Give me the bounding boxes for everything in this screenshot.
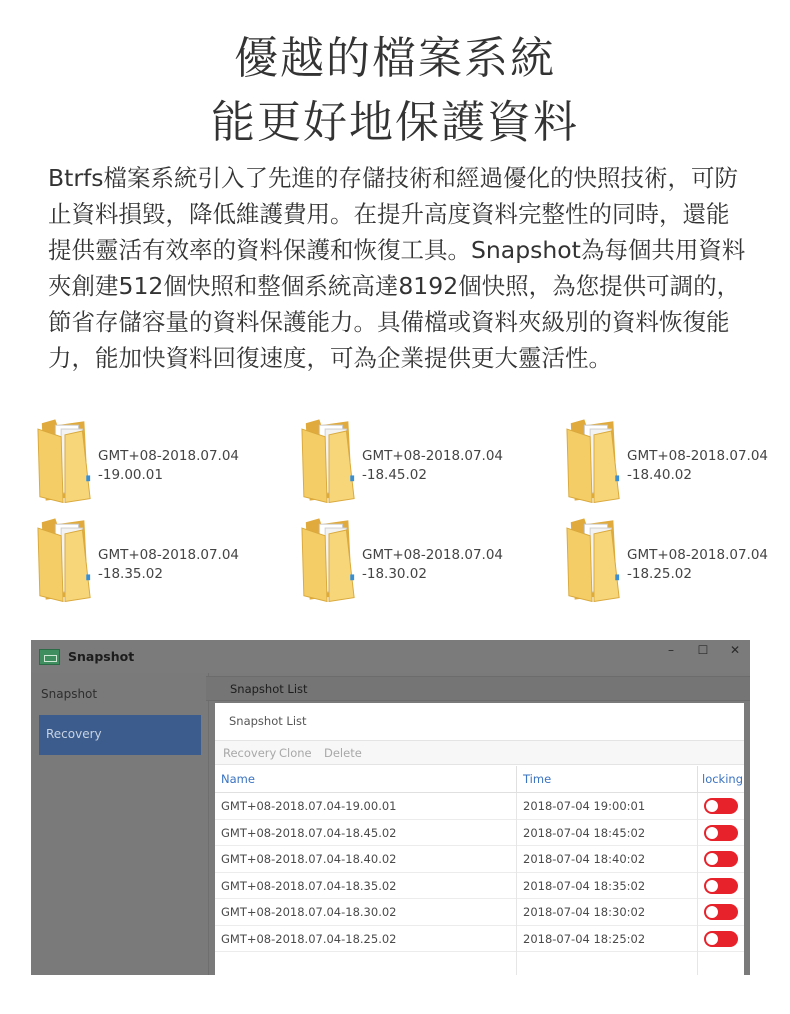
folder-label: GMT+08-2018.07.04 -18.40.02: [627, 448, 769, 483]
snapshot-name: GMT+08-2018.07.04-19.00.01: [215, 793, 517, 820]
lock-cell: [698, 873, 744, 900]
folder-icon: [36, 514, 94, 602]
lock-toggle[interactable]: [704, 851, 738, 867]
folder-icon: [565, 514, 623, 602]
folder-label: GMT+08-2018.07.04 -18.30.02: [362, 547, 504, 582]
snapshot-list-panel: [215, 703, 744, 975]
clone-button[interactable]: Clone: [279, 746, 312, 760]
toolbar: [215, 740, 744, 765]
snapshot-folder-5[interactable]: [300, 514, 560, 609]
snapshot-name: GMT+08-2018.07.04-18.45.02: [215, 820, 517, 847]
sidebar-item-snapshot[interactable]: Snapshot: [41, 687, 98, 701]
lock-toggle[interactable]: [704, 878, 738, 894]
headline-line-2: 能更好地保護資料: [211, 97, 579, 148]
folder-icon: [300, 514, 358, 602]
folder-icon: [36, 415, 94, 503]
lock-cell: [698, 899, 744, 926]
lock-toggle[interactable]: [704, 825, 738, 841]
table-row[interactable]: [215, 846, 744, 873]
table-row[interactable]: [215, 899, 744, 926]
lock-toggle[interactable]: [704, 904, 738, 920]
folder-label: GMT+08-2018.07.04 -18.45.02: [362, 448, 504, 483]
app-icon: [39, 649, 60, 665]
snapshot-time: 2018-07-04 18:35:02: [517, 873, 698, 900]
lock-cell: [698, 926, 744, 953]
column-divider: [516, 952, 517, 975]
headline-line-1: 優越的檔案系統: [234, 33, 556, 84]
panel-title: Snapshot List: [229, 714, 307, 728]
lock-cell: [698, 846, 744, 873]
snapshot-folder-4[interactable]: [36, 514, 296, 609]
column-header-name[interactable]: Name: [215, 766, 517, 793]
snapshot-time: 2018-07-04 18:30:02: [517, 899, 698, 926]
sidebar-item-recovery[interactable]: [39, 715, 201, 755]
maximize-icon[interactable]: ☐: [697, 643, 709, 657]
snapshot-name: GMT+08-2018.07.04-18.40.02: [215, 846, 517, 873]
tab-label: Snapshot List: [230, 682, 308, 696]
snapshot-window: [31, 640, 750, 975]
snapshot-name: GMT+08-2018.07.04-18.30.02: [215, 899, 517, 926]
folder-icon: [565, 415, 623, 503]
snapshot-folder-6[interactable]: [565, 514, 790, 609]
lock-toggle[interactable]: [704, 798, 738, 814]
title-bar[interactable]: [31, 640, 750, 673]
table-row[interactable]: [215, 873, 744, 900]
snapshot-name: GMT+08-2018.07.04-18.25.02: [215, 926, 517, 953]
column-header-locking[interactable]: locking: [698, 766, 744, 793]
intro-paragraph: Btrfs檔案系統引入了先進的存儲技術和經過優化的快照技術，可防止資料損毀，降低維護費用。在提升高度資料完整性的同時，還能提供靈活有效率的資料保護和恢復工具。Snapshot為每個共用資料夾創建512個快照和整個系統高達8192個快照，為您提供可調的，節省存儲容量的資料保護能力。具備檔或資料夾級別的資料恢復能力，能加快資料回復速度，可為企業提供更大靈活性。: [48, 164, 746, 372]
snapshot-folder-1[interactable]: [36, 415, 296, 510]
minimize-icon[interactable]: –: [668, 643, 674, 657]
folder-label: GMT+08-2018.07.04 -18.35.02: [98, 547, 240, 582]
snapshot-time: 2018-07-04 18:45:02: [517, 820, 698, 847]
snapshot-table: [215, 766, 744, 975]
lock-toggle[interactable]: [704, 931, 738, 947]
snapshot-folder-3[interactable]: [565, 415, 790, 510]
folder-icon: [300, 415, 358, 503]
recovery-button[interactable]: Recovery: [223, 746, 277, 760]
snapshot-time: 2018-07-04 18:40:02: [517, 846, 698, 873]
sidebar: [31, 673, 209, 975]
lock-cell: [698, 820, 744, 847]
delete-button[interactable]: Delete: [324, 746, 362, 760]
sidebar-item-label: Recovery: [46, 727, 102, 741]
lock-cell: [698, 793, 744, 820]
snapshot-time: 2018-07-04 19:00:01: [517, 793, 698, 820]
column-divider: [697, 952, 698, 975]
table-row[interactable]: [215, 926, 744, 953]
folder-label: GMT+08-2018.07.04 -18.25.02: [627, 547, 769, 582]
close-icon[interactable]: ✕: [729, 643, 741, 657]
table-row[interactable]: [215, 793, 744, 820]
column-header-time[interactable]: Time: [517, 766, 698, 793]
folder-label: GMT+08-2018.07.04 -19.00.01: [98, 448, 240, 483]
window-title: Snapshot: [68, 649, 135, 664]
snapshot-folder-2[interactable]: [300, 415, 560, 510]
snapshot-time: 2018-07-04 18:25:02: [517, 926, 698, 953]
snapshot-name: GMT+08-2018.07.04-18.35.02: [215, 873, 517, 900]
table-row[interactable]: [215, 820, 744, 847]
tab-snapshot-list[interactable]: [206, 676, 750, 701]
